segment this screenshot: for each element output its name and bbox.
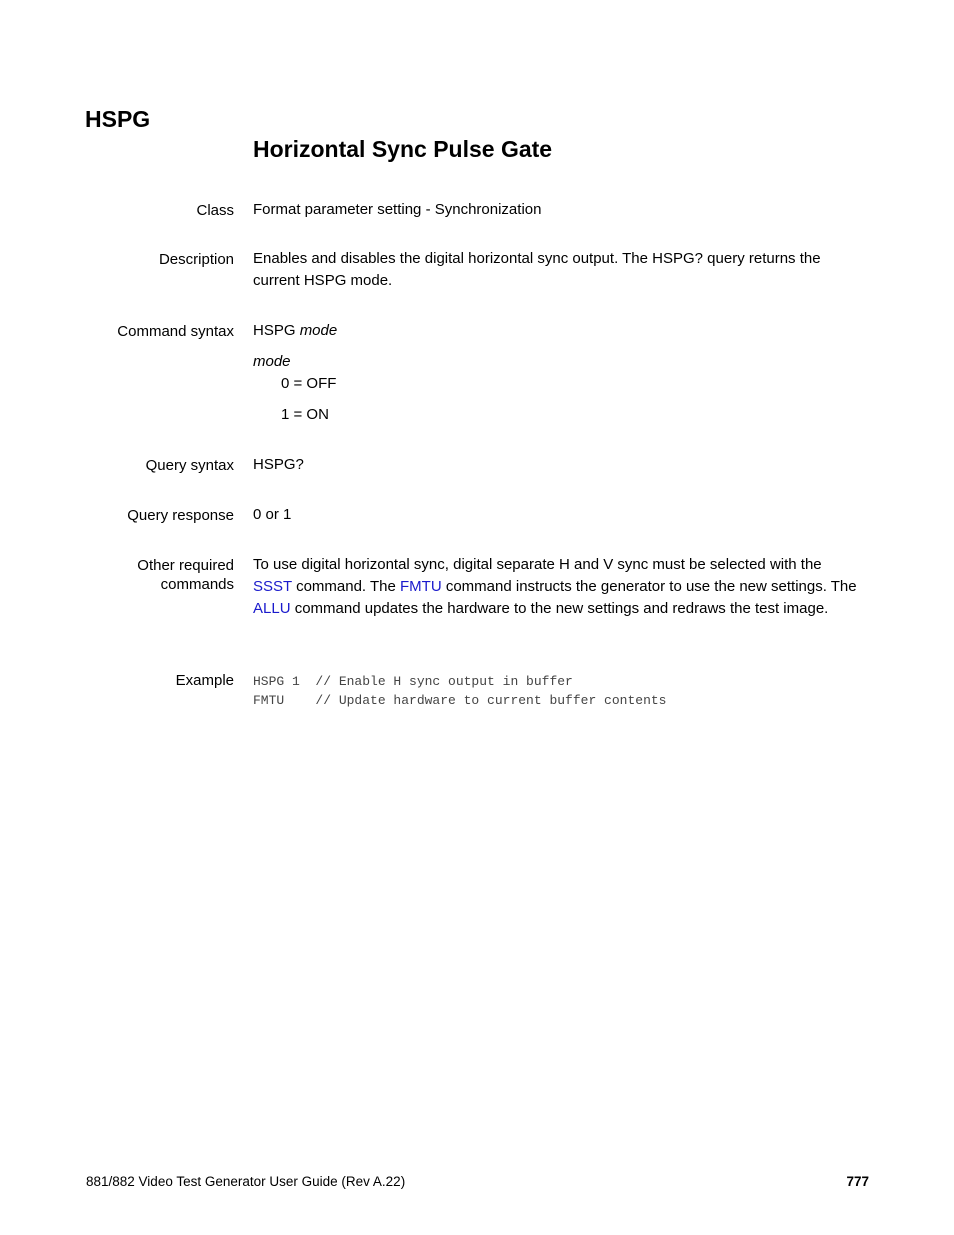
class-value: Format parameter setting - Synchronization: [253, 201, 542, 218]
ssst-link[interactable]: SSST: [253, 578, 292, 595]
command-name: HSPG: [85, 106, 151, 132]
query-syntax-value: HSPG?: [253, 456, 304, 473]
class-label: Class: [196, 202, 234, 219]
command-title: Horizontal Sync Pulse Gate: [253, 136, 553, 162]
other-required-label: [137, 556, 234, 594]
other-required-text-3: command instructs the generator to use the new settings. The: [441, 578, 857, 595]
query-response-value: 0 or 1: [253, 506, 292, 523]
other-required-text-2: command. The: [291, 578, 401, 595]
syntax-param: mode: [299, 322, 338, 339]
example-label: Example: [175, 672, 234, 689]
description-value: Enables and disables the digital horizontal sync output. The HSPG? query returns the current HSPG mode.: [253, 250, 821, 289]
command-syntax-label: Command syntax: [117, 323, 234, 340]
query-response-label: Query response: [127, 507, 234, 524]
allu-link[interactable]: ALLU: [253, 600, 291, 617]
query-syntax-label: Query syntax: [145, 457, 234, 474]
syntax-command: HSPG: [253, 322, 296, 339]
footer-guide-title: 881/882 Video Test Generator User Guide (Rev A.22): [86, 1174, 406, 1189]
other-required-label-line1: Other required: [137, 557, 234, 574]
command-syntax-value: [253, 320, 863, 342]
other-required-label-line2: commands: [160, 576, 234, 593]
other-required-text-1: To use digital horizontal sync, digital separate H and V sync must be selected with the: [253, 556, 822, 573]
description-label: Description: [158, 251, 234, 268]
fmtu-link[interactable]: FMTU: [400, 578, 442, 595]
footer-page-number: 777: [846, 1174, 869, 1189]
param-heading: mode: [253, 353, 291, 370]
example-code-line-2: FMTU // Update hardware to current buffer contents: [253, 693, 667, 708]
other-required-value: [253, 554, 858, 620]
example-code-line-1: HSPG 1 // Enable H sync output in buffer: [253, 674, 573, 689]
param-option-off: 0 = OFF: [281, 375, 337, 392]
param-option-on: 1 = ON: [281, 406, 329, 423]
other-required-text-4: command updates the hardware to the new settings and redraws the test image.: [290, 600, 829, 617]
